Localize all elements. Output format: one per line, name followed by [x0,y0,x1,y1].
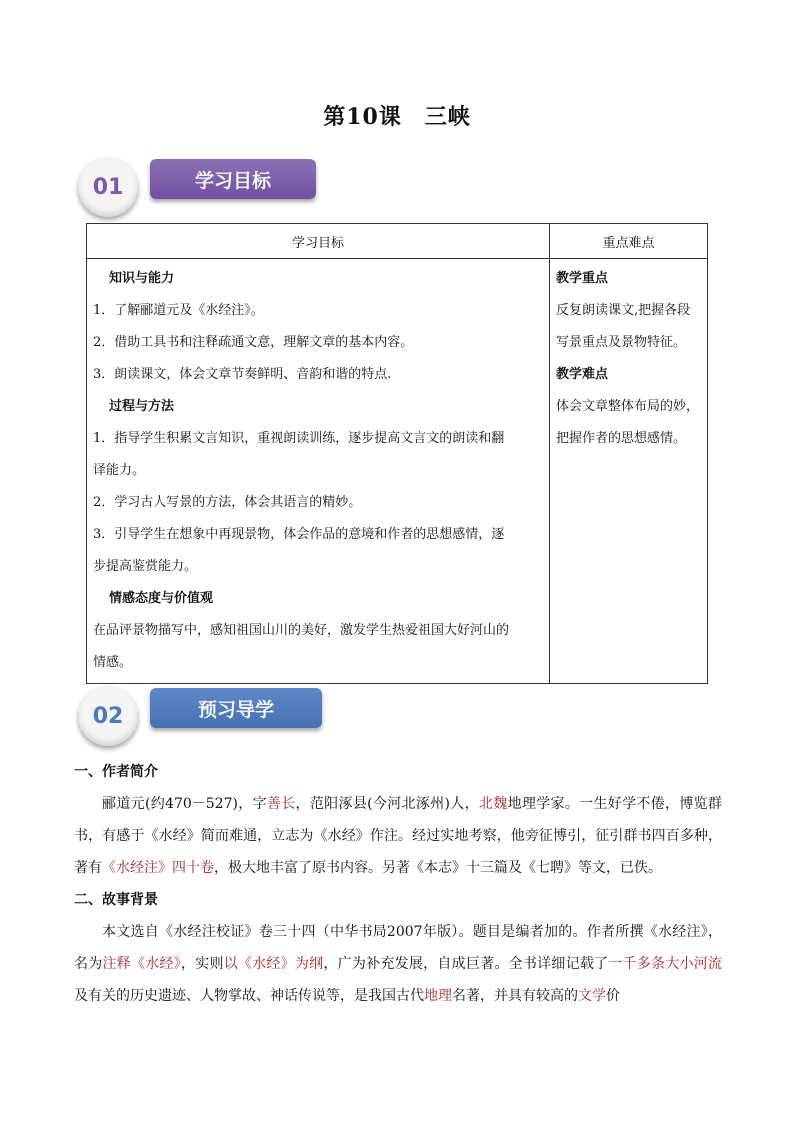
text-run: 价 [606,988,620,1004]
text-line: 1．指导学生积累文言知识，重视朗读训练，逐步提高文言文的朗读和翻 [93,431,505,446]
section-label: 学习目标 [150,159,316,199]
text-line: 把握作者的思想感情。 [556,431,687,446]
header-key-points: 重点难点 [550,224,708,259]
highlight-text: 善长 [266,796,296,812]
text-run: ，极大地丰富了原书内容。另著《本志》十三篇及《七聘》等文，已佚。 [214,860,662,876]
key-points-cell [550,259,708,684]
highlight-text: 文学 [578,988,606,1004]
text-run: ，广为补充发展，自成巨著。全书详细记载了 [323,956,609,972]
table-content-row [87,259,708,684]
subheading: 过程与方法 [109,399,175,414]
text-run: ，实则 [180,956,224,972]
text-line: 反复朗读课文,把握各段 [556,303,691,318]
subheading: 教学难点 [556,367,609,382]
page-title: 第10课 三峡 [323,104,471,130]
text-line: 步提高鉴赏能力。 [93,559,198,574]
highlight-text: 地理 [424,988,452,1004]
text-run: ，范阳涿县(今河北涿州)人， [295,796,479,812]
subheading: 知识与能力 [109,271,175,286]
highlight-text: 一千多条大小河流 [608,956,723,972]
section-number-badge: 01 [78,157,138,217]
text-line: 译能力。 [93,463,146,478]
text-line: 2．借助工具书和注释疏通文意，理解文章的基本内容。 [93,335,414,350]
section-header-learning-goals [78,157,338,219]
text-line: 体会文章整体布局的妙， [556,399,700,414]
text-line: 2．学习古人写景的方法，体会其语言的精妙。 [93,495,362,510]
highlight-text: 北魏 [478,796,508,812]
author-paragraph [74,788,722,884]
background-heading: 二、故事背景 [74,892,158,908]
preview-content [74,756,722,1012]
text-line: 情感。 [93,655,133,670]
author-heading: 一、作者简介 [74,764,158,780]
header-learning-goals: 学习目标 [87,224,550,259]
highlight-text: 《水经注》四十卷 [102,860,214,876]
section-label: 预习导学 [150,688,322,728]
text-run: 及有关的历史遗迹、人物掌故、神话传说等，是我国古代 [74,988,424,1004]
text-run: 地理学家。一生好学不倦，博览群书，有感于《水经》简而难通，立志为《水经》作注。经过实地考察，他旁征博引，征引群书四百多种，著有 [74,796,723,876]
learning-goals-table [86,223,708,684]
text-line: 在品评景物描写中，感知祖国山川的美好，激发学生热爱祖国大好河山的 [93,623,510,638]
subheading: 情感态度与价值观 [109,591,214,606]
highlight-text: 注释《水经》 [102,956,181,972]
text-run: 名著，并具有较高的 [452,988,578,1004]
section-header-preview [78,686,338,748]
text-line: 写景重点及景物特征。 [556,335,687,350]
text-run: 本文选自《水经注校证》卷三十四（中华书局2007年版）。题目是编者加的。作者所撰《水经注》，名为 [74,924,722,972]
section-number-badge: 02 [78,686,138,746]
table-header-row [87,224,708,259]
text-run: 郦道元(约470－527)，字 [102,796,267,812]
text-line: 3．引导学生在想象中再现景物，体会作品的意境和作者的思想感情，逐 [93,527,505,542]
text-line: 3．朗读课文，体会文章节奏鲜明、音韵和谐的特点. [93,367,392,382]
text-line: 1．了解郦道元及《水经注》。 [93,303,264,318]
subheading: 教学重点 [556,271,609,286]
highlight-text: 以《水经》为纲 [223,956,324,972]
goals-cell [87,259,550,684]
background-paragraph [74,916,722,1012]
